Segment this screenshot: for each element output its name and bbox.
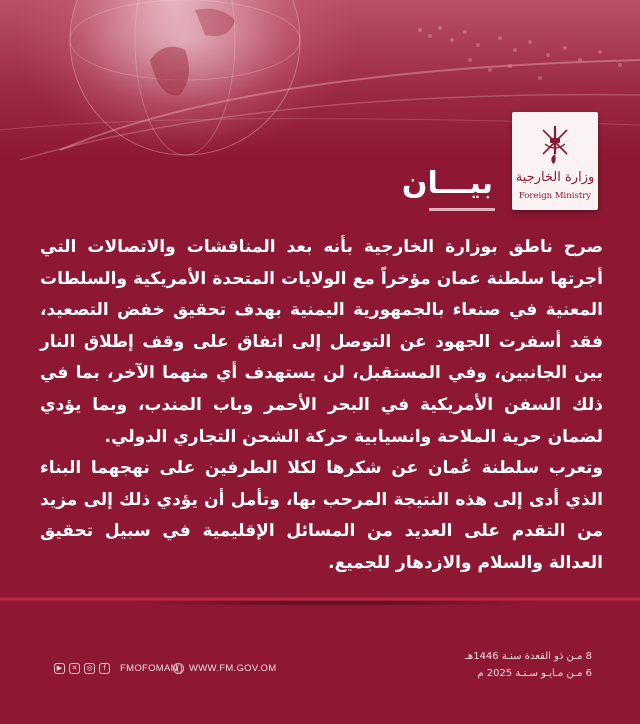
instagram-icon[interactable]: ◎ (84, 663, 95, 674)
youtube-icon[interactable]: ▶ (54, 663, 65, 674)
title-underline (429, 208, 495, 211)
hijri-date: 8 مـن ذو القعدة سنـة 1446هـ (465, 651, 592, 662)
social-links (54, 660, 178, 676)
x-icon[interactable]: ✕ (69, 663, 80, 674)
logo-arabic-name: وزارة الخارجية (515, 170, 595, 185)
gregorian-date: 6 مـن مـايـو سـنـة 2025 م (477, 668, 592, 679)
website-link[interactable] (173, 660, 276, 676)
facebook-icon[interactable]: f (99, 663, 110, 674)
ministry-logo (512, 112, 598, 210)
logo-english-name: Foreign Ministry (518, 191, 592, 201)
social-handle[interactable]: FMOFOMAN (120, 662, 178, 674)
globe-icon (173, 663, 184, 674)
statement-paragraph-2: وتعرب سلطنة عُمان عن شكرها لكلا الطرفين على نهجهما البناء الذي أدى إلى هذه النتيجة المرحب بها، وتأمل أن يؤدي ذلك إلى مزيد من التقدم على العديد من المسائل الإقليمية في سبيل تحقيق العدالة والسلام والازدهار للجميع. (40, 458, 603, 573)
statement-paragraph-1: صرح ناطق بوزارة الخارجية بأنه بعد المناقشات والاتصالات التي أجرتها سلطنة عمان مؤخراً مع الولايات المتحدة الأمريكية والسلطات المعنية في صنعاء بالجمهورية اليمنية بهدف تحقيق خفض التصعيد، فقد أسفرت الجهود عن التوصل إلى اتفاق على وقف إطلاق النار بين الجانبين، وفي المستقبل، لن يستهدف أي منهما الآخر، بما في ذلك السفن الأمريكية في البحر الأحمر وباب المندب، وبما يؤدي لضمان حرية الملاحة وانسيابية حركة الشحن التجاري الدولي. (40, 237, 603, 447)
divider-shadow (120, 600, 550, 606)
page-title: بيـــان (401, 166, 493, 201)
website-url[interactable]: WWW.FM.GOV.OM (189, 662, 277, 674)
khanjar-emblem-icon (539, 124, 571, 166)
